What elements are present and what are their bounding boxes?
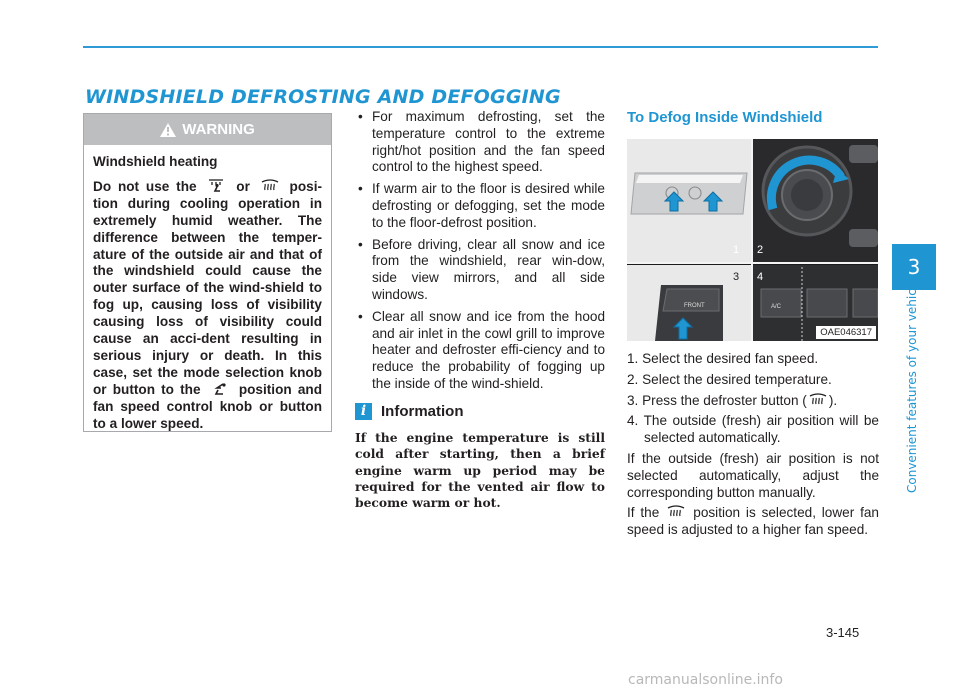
step-3-text: 3. Press the defroster button ( bbox=[627, 392, 807, 408]
information-heading bbox=[355, 403, 605, 420]
warning-box bbox=[83, 113, 332, 432]
list-item: • For maximum defrosting, set the temperature control to the extreme right/hot position and the fan speed control to the highest speed. bbox=[355, 109, 605, 176]
top-rule bbox=[83, 46, 878, 48]
defog-paragraph-2 bbox=[627, 505, 879, 539]
step-2: 2. Select the desired temperature. bbox=[627, 371, 832, 387]
bullet-list bbox=[355, 109, 605, 393]
section-title: WINDSHIELD DEFROSTING AND DEFOGGING bbox=[85, 86, 561, 108]
warning-text-1: Do not use the bbox=[93, 178, 197, 194]
warning-header bbox=[84, 114, 331, 145]
warning-text bbox=[93, 179, 322, 433]
figure-label-2: 2 bbox=[757, 244, 764, 256]
step-3-suffix: ). bbox=[828, 392, 838, 408]
defog-paragraph-1: If the outside (fresh) air position is not selected automatically, adjust the corresponding button manually. bbox=[627, 450, 879, 500]
defrost-icon bbox=[808, 393, 828, 407]
step-4: 4. The outside (fresh) air position will be selected automatically. bbox=[627, 413, 879, 446]
warning-text-2: or bbox=[236, 178, 250, 194]
defog-paragraph-2-b: position is selected, lower fan speed is adjusted to a higher fan speed. bbox=[627, 505, 879, 538]
defrost-icon bbox=[260, 179, 280, 193]
warning-label: WARNING bbox=[182, 121, 255, 138]
warning-text-3: posi-tion during cooling operation in extremely humid weather. The difference between the temper-ature of the outside air and that of the windshield could cause the outer surface of the wind-shield to fog up, causing loss of visibility causing loss of visibility could cause an acci-dent resulting in serious injury or death. In this case, set the mode selection knob or button to the bbox=[93, 178, 323, 397]
chapter-label: Convenient features of your vehicle bbox=[905, 278, 919, 493]
information-text: If the engine temperature is still cold after starting, then a brief engine warm up period may be required for the vented air flow to become warm or hot. bbox=[355, 429, 605, 511]
defog-steps bbox=[627, 351, 879, 539]
defog-paragraph-2-a: If the bbox=[627, 505, 660, 521]
list-item: • Clear all snow and ice from the hood and air inlet in the cowl grill to improve heater and defroster effi-ciency and to reduce the probability of fogging up the inside of the wind-shield. bbox=[355, 309, 605, 393]
right-column bbox=[627, 109, 879, 543]
defrost-icon bbox=[665, 505, 687, 519]
figure-label-4: 4 bbox=[757, 271, 764, 283]
control-panel-figure bbox=[627, 139, 878, 341]
warning-triangle-icon bbox=[160, 123, 176, 137]
middle-column bbox=[355, 109, 605, 512]
step-1: 1. Select the desired fan speed. bbox=[627, 351, 819, 366]
warning-body bbox=[84, 145, 331, 433]
watermark: carmanualsonline.info bbox=[628, 672, 783, 688]
floor-defrost-icon bbox=[206, 179, 226, 193]
warning-text-4: position and fan speed control knob or button to a lower speed. bbox=[93, 381, 322, 431]
figure-label-3: 3 bbox=[733, 271, 740, 283]
list-item: • Before driving, clear all snow and ice from the windshield, rear win-dow, side view mirrors, and all side windows. bbox=[355, 237, 605, 304]
control-panel-illustration bbox=[627, 139, 878, 341]
floor-icon bbox=[210, 382, 230, 396]
information-title: Information bbox=[381, 402, 464, 420]
list-item: • If warm air to the floor is desired while defrosting or defogging, set the mode to the floor-defrost position. bbox=[355, 181, 605, 231]
figure-code: OAE046317 bbox=[816, 326, 876, 339]
front-button-label: FRONT bbox=[684, 303, 705, 309]
defog-title: To Defog Inside Windshield bbox=[627, 109, 823, 126]
page-number: 3-145 bbox=[826, 625, 860, 640]
ac-button-label: A/C bbox=[771, 304, 782, 310]
figure-label-1: 1 bbox=[733, 244, 740, 256]
chapter-tab: 3 bbox=[892, 244, 936, 290]
step-3 bbox=[627, 393, 879, 410]
info-icon: i bbox=[355, 403, 372, 420]
warning-heading: Windshield heating bbox=[93, 154, 218, 169]
